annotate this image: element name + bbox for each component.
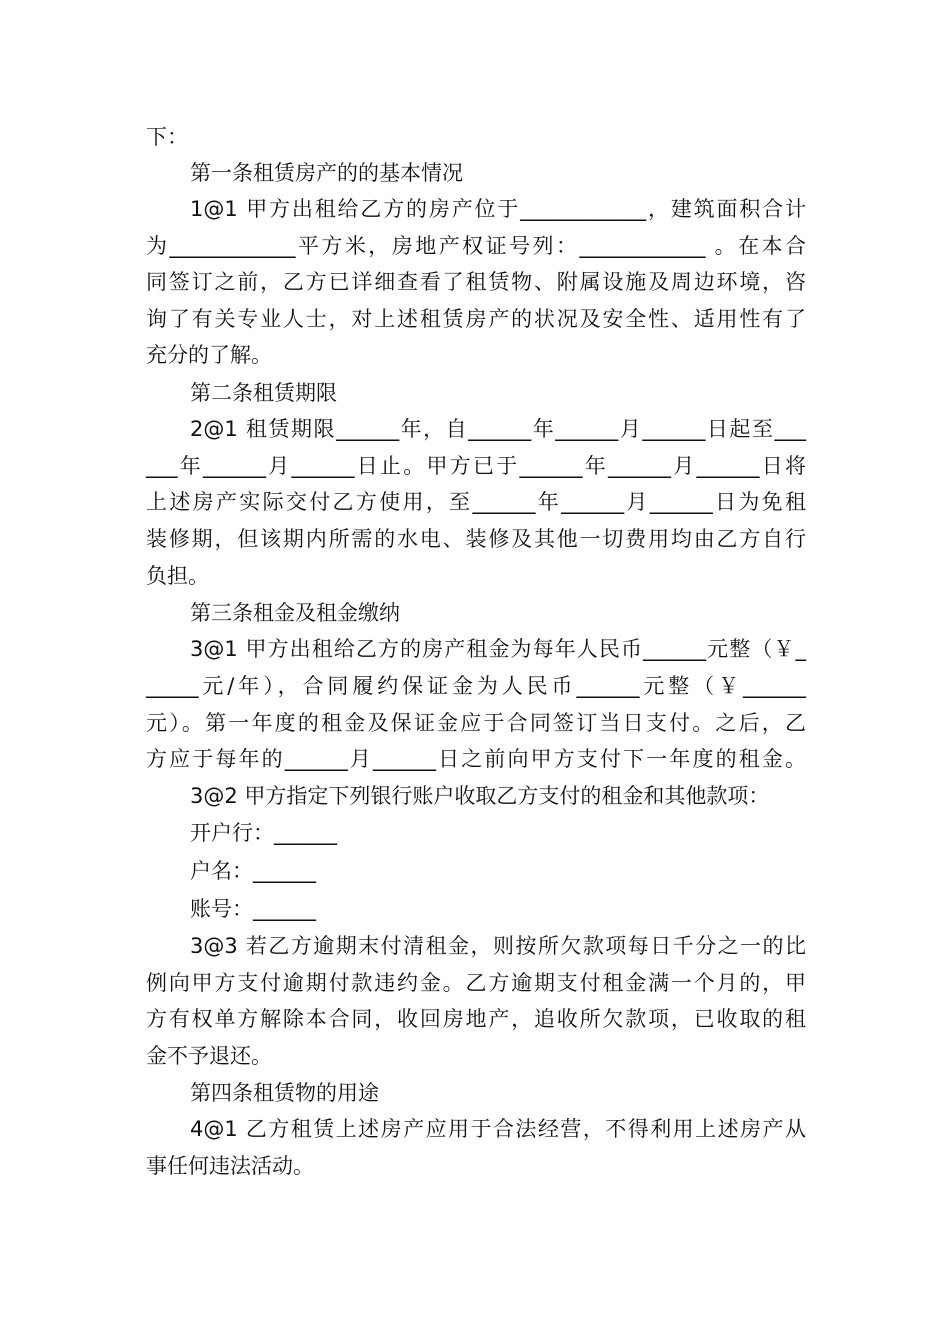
text-line: 充分的了解。	[146, 343, 272, 367]
text-line: 元）。第一年度的租金及保证金应于合同签订当日支付。之后，乙	[146, 711, 806, 735]
text-line: 1@1 甲方出租给乙方的房产位于____________，建筑面积合计	[190, 197, 806, 221]
text-line: 负担。	[146, 564, 209, 588]
text-line: 3@2 甲方指定下列银行账户收取乙方支付的租金和其他款项：	[190, 784, 770, 808]
text-line: 同签订之前，乙方已详细查看了租赁物、附属设施及周边环境，咨	[146, 270, 806, 294]
text-line: ___年______月______日止。甲方已于______年______月______日将	[146, 454, 806, 478]
bank-field-account-name: 户名：______	[190, 859, 316, 883]
text-line: 询了有关专业人士，对上述租赁房产的状况及安全性、适用性有了	[146, 307, 806, 331]
section-heading-4: 第四条租赁物的用途	[190, 1081, 379, 1105]
text-line: _____元/年），合同履约保证金为人民币______元整（￥______	[146, 674, 806, 698]
bank-field-opening-bank: 开户行：______	[190, 821, 337, 845]
text-line: 2@1 租赁期限______年，自______年______月______日起至___	[190, 417, 806, 441]
section-heading-1: 第一条租赁房产的的基本情况	[190, 161, 463, 185]
bank-field-account-number: 账号：______	[190, 897, 316, 921]
text-line: 方有权单方解除本合同，收回房地产，追收所欠款项，已收取的租	[146, 1007, 806, 1031]
text-line: 金不予退还。	[146, 1044, 272, 1068]
text-line: 事任何违法活动。	[146, 1154, 314, 1178]
section-heading-2: 第二条租赁期限	[190, 381, 337, 405]
text-line: 例向甲方支付逾期付款违约金。乙方逾期支付租金满一个月的，甲	[146, 971, 806, 995]
text-line: 为____________平方米，房地产权证号列：____________ 。在本合	[146, 234, 806, 258]
text-line: 下：	[146, 125, 188, 149]
text-line: 方应于每年的______月______日之前向甲方支付下一年度的租金。	[146, 747, 806, 771]
text-line: 装修期，但该期内所需的水电、装修及其他一切费用均由乙方自行	[146, 527, 806, 551]
section-heading-3: 第三条租金及租金缴纳	[190, 601, 400, 625]
text-line: 上述房产实际交付乙方使用，至______年______月______日为免租	[146, 490, 806, 514]
text-line: 4@1 乙方租赁上述房产应用于合法经营，不得利用上述房产从	[190, 1117, 806, 1141]
text-line: 3@3 若乙方逾期末付清租金，则按所欠款项每日千分之一的比	[190, 934, 806, 958]
text-line: 3@1 甲方出租给乙方的房产租金为每年人民币______元整（￥_	[190, 637, 806, 661]
